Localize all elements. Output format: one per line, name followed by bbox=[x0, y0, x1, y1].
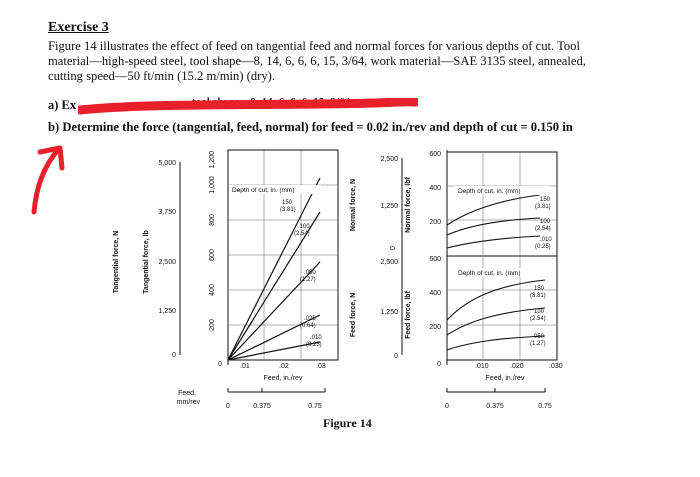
left-curve-label: .025 bbox=[304, 316, 316, 322]
right-bottom-curve-mm: (1.27) bbox=[530, 341, 546, 347]
intro-line: cutting speed—50 ft/min (15.2 m/min) (dry). bbox=[48, 69, 276, 83]
right-top-y-label-inner: Normal force, lbf bbox=[405, 177, 412, 233]
left-mm-tick: 0.75 bbox=[308, 403, 322, 410]
right-top-ytick-outer: 2,500 bbox=[380, 156, 398, 163]
right-top-curve-label: 150 bbox=[540, 197, 551, 203]
left-ytick-inner: 800 bbox=[209, 214, 216, 226]
intro-line: Figure 14 illustrates the effect of feed on tangential feed and normal forces for various depths of cut. Tool bbox=[48, 39, 580, 53]
right-top-ytick-inner: 400 bbox=[429, 185, 441, 192]
right-mm-tick: 0 bbox=[445, 403, 449, 410]
right-top-curve-label: .010 bbox=[540, 237, 552, 243]
right-bottom-ytick-inner: 600 bbox=[429, 256, 441, 263]
right-top-curve-mm: (2.54) bbox=[535, 226, 551, 232]
right-top-curve-label: 100 bbox=[540, 219, 551, 225]
left-ytick-outer: 5,000 bbox=[158, 160, 176, 167]
left-xtick: .02 bbox=[279, 363, 289, 370]
right-xtick: .020 bbox=[510, 363, 524, 370]
part-b-depth: depth of cut = 0.150 in bbox=[452, 120, 573, 134]
left-curve-mm: (2.54) bbox=[294, 231, 310, 237]
right-mm-tick: 0.375 bbox=[486, 403, 504, 410]
right-top-legend-title: Depth of cut, in. (mm) bbox=[458, 188, 521, 195]
left-ytick-outer: 2,500 bbox=[158, 259, 176, 266]
right-bottom-curve-label: 150 bbox=[534, 286, 545, 292]
right-bottom-ytick-outer: 2,500 bbox=[380, 259, 398, 266]
right-bottom-ytick-outer: 0 bbox=[394, 353, 398, 360]
right-bottom-curve-label: 100 bbox=[534, 309, 545, 315]
right-bottom-legend-title: Depth of cut, in. (mm) bbox=[458, 270, 521, 277]
right-xtick: .010 bbox=[475, 363, 489, 370]
exercise-title: Exercise 3 bbox=[48, 20, 109, 35]
intro-line: material—high-speed steel, tool shape—8, 14, 6, 6, 6, 15, 3/64, work material—SAE 3135 steel, annealed, bbox=[48, 54, 586, 68]
left-ytick-inner: 1,200 bbox=[209, 151, 216, 169]
right-top-ytick-outer: 0 bbox=[390, 246, 397, 250]
feed-mm-label: mm/rev bbox=[176, 399, 200, 406]
left-ytick-outer: 1,250 bbox=[158, 308, 176, 315]
right-top-ytick-outer: 1,250 bbox=[380, 203, 398, 210]
left-curve-mm: (0.64) bbox=[300, 323, 316, 329]
right-xtick: .030 bbox=[549, 363, 563, 370]
right-bottom-ytick-inner: 200 bbox=[429, 324, 441, 331]
left-y-label-inner: Tangential force, lb bbox=[143, 230, 150, 294]
left-curve-label: 150 bbox=[282, 200, 293, 206]
left-ytick-outer: 3,750 bbox=[158, 209, 176, 216]
right-bottom-ytick-inner: 400 bbox=[429, 290, 441, 297]
right-bottom-y-label-inner: Feed force, lbf bbox=[405, 291, 412, 339]
left-x-label: Feed, in./rev bbox=[263, 375, 303, 382]
left-xtick: .01 bbox=[240, 363, 250, 370]
right-x-label: Feed, in./rev bbox=[485, 375, 525, 382]
right-mm-tick: 0.75 bbox=[538, 403, 552, 410]
left-xtick: .03 bbox=[316, 363, 326, 370]
left-curve-label: .100 bbox=[298, 224, 310, 230]
left-mm-tick: 0.375 bbox=[253, 403, 271, 410]
left-curve-mm: (1.27) bbox=[300, 277, 316, 283]
right-top-y-label-outer: Normal force, N bbox=[350, 178, 357, 232]
right-bottom-curve-label: 050 bbox=[534, 334, 545, 340]
left-curve-mm: (0.25) bbox=[306, 342, 322, 348]
part-b-feed: feed = 0.02 in./rev bbox=[330, 120, 427, 134]
left-ytick-inner: 0 bbox=[218, 361, 222, 368]
part-a-label: a) Ex bbox=[48, 98, 77, 112]
right-top-ytick-inner: 200 bbox=[429, 219, 441, 226]
right-top-curve-mm: (0.25) bbox=[535, 244, 551, 250]
left-ytick-inner: 1,000 bbox=[209, 176, 216, 194]
part-a-tail: tool shape—8, 14, 6, 6, 6, 15, 3/64, bbox=[192, 97, 354, 108]
right-bottom-y-label-outer: Feed force, N bbox=[350, 292, 357, 338]
left-curve-mm: (3.81) bbox=[280, 207, 296, 213]
left-ytick-outer: 0 bbox=[172, 352, 176, 359]
left-y-label-outer: Tangential force, N bbox=[113, 230, 120, 294]
feed-mm-label: Feed, bbox=[178, 390, 196, 397]
left-mm-tick: 0 bbox=[226, 403, 230, 410]
left-ytick-inner: 600 bbox=[209, 249, 216, 261]
part-b-prefix: b) Determine the force (tangential, feed, normal) for bbox=[48, 120, 328, 134]
figure-caption: Figure 14 bbox=[323, 416, 372, 430]
left-curve-label: .050 bbox=[304, 270, 316, 276]
right-bottom-curve-mm: (3.81) bbox=[530, 293, 546, 299]
right-top-curve-mm: (3.81) bbox=[535, 204, 551, 210]
left-legend-title: Depth of cut, in. (mm) bbox=[232, 187, 295, 194]
right-bottom-ytick-outer: 1,250 bbox=[380, 309, 398, 316]
right-bottom-ytick-inner: 0 bbox=[437, 361, 441, 368]
right-top-ytick-inner: 600 bbox=[429, 151, 441, 158]
left-ytick-inner: 200 bbox=[209, 319, 216, 331]
part-b-middle: and bbox=[429, 120, 450, 134]
left-ytick-inner: 400 bbox=[209, 284, 216, 296]
right-bottom-curve-mm: (2.54) bbox=[530, 316, 546, 322]
left-curve-label: .010 bbox=[310, 335, 322, 341]
